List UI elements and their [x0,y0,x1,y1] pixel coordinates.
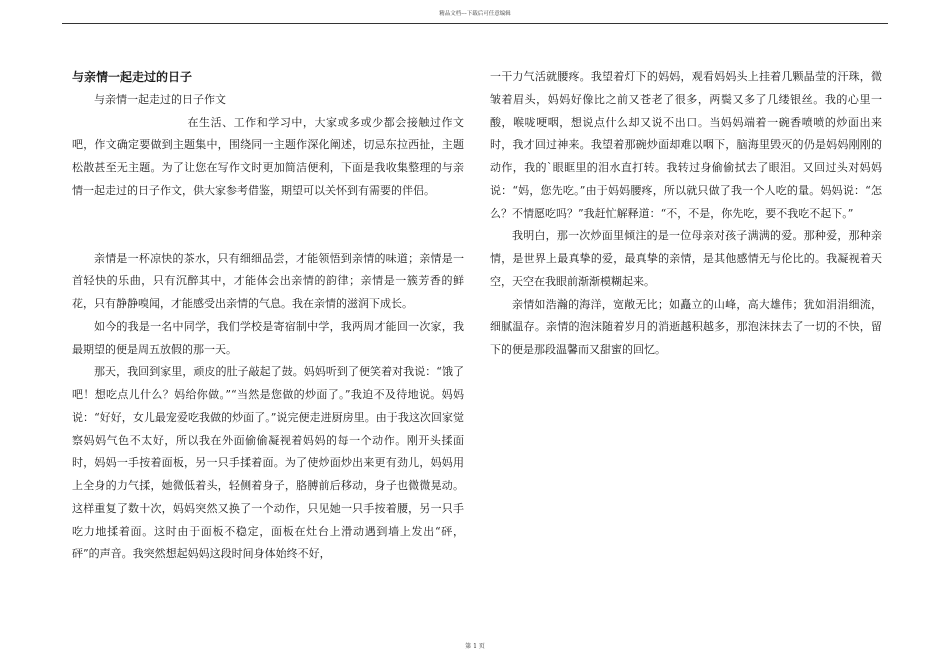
right-column [490,66,882,362]
paragraph-1: 亲情是一杯凉快的茶水，只有细细品尝，才能领悟到亲情的味道；亲情是一首轻快的乐曲，只有沉醉其中，才能体会出亲情的韵律；亲情是一簇芳香的鲜花，只有静静嗅闻，才能感受出亲情的气息。我在亲情的滋润下成长。 [72,251,464,310]
article-subtitle: 与亲情一起走过的日子作文 [94,92,226,106]
paragraph-5: 亲情如浩瀚的海洋，宽敞无比；如矗立的山峰，高大雄伟；犹如涓涓细流，细腻温存。亲情的泡沫随着岁月的消逝越积越多，那泡沫抹去了一切的不快，留下的便是那段温馨而又甜蜜的回忆。 [490,297,882,356]
header-rule [62,23,888,24]
left-column [72,66,464,566]
page-footer: 第 1 页 [465,643,485,650]
paragraph-3-continued: 一干力气活就腰疼。我望着灯下的妈妈，观看妈妈头上挂着几颗晶莹的汗珠，微皱着眉头，妈妈好像比之前又苍老了很多，两鬓又多了几缕银丝。我的心里一酸，喉咙哽咽，想说点什么却又说不出口。当妈妈端着一碗香喷喷的炒面出来时，我才回过神来。我望着那碗炒面却难以咽下，脑海里毁灭的仍是妈妈刚刚的动作，我的`眼眶里的泪水直打转。我转过身偷偷拭去了眼泪。又回过头对妈妈说：“妈，您先吃。”由于妈妈腰疼，所以就只做了我一个人吃的量。妈妈说：“怎么？不情愿吃吗？”我赶忙解释道：“不，不是，你先吃，要不我吃不起下。” [490,70,882,220]
paragraph-4: 我明白，那一次炒面里倾注的是一位母亲对孩子满满的爱。那种爱，那种亲情，是世界上最真挚的爱，最真挚的亲情，是其他感情无与伦比的。我凝视着天空，天空在我眼前渐渐模糊起来。 [490,229,882,288]
intro-paragraph: 在生活、工作和学习中，大家或多或少都会接触过作文吧，作文确定要做到主题集中，围绕同一主题作深化阐述，切忌东拉西扯，主题松散甚至无主题。为了让您在写作文时更加简洁便利，下面是我收集整理的与亲情一起走过的日子作文，供大家参考借鉴，期望可以关怀到有需要的伴侣。 [72,115,464,197]
page-header: 精品文档---下载后可任意编辑 [439,11,511,17]
paragraph-3-start: 那天，我回到家里，顽皮的肚子敲起了鼓。妈妈听到了便笑着对我说：“饿了吧！想吃点儿什么？妈给你做。”“当然是您做的炒面了。”我迫不及待地说。妈妈说：“好好，女儿最宠爱吃我做的炒面了。”说完便走进厨房里。由于我这次回家觉察妈妈气色不太好，所以我在外面偷偷凝视着妈妈的每一个动作。刚开头揉面时，妈妈一手按着面板，另一只手揉着面。为了使炒面炒出来更有劲儿，妈妈用上全身的力气揉，她微低着头，轻侧着身子，胳膊前后移动，身子也微微晃动。这样重复了数十次，妈妈突然又换了一个动作，只见她一只手按着腰，另一只手吃力地揉着面。这时由于面板不稳定，面板在灶台上滑动遇到墙上发出“砰，砰”的声音。我突然想起妈妈这段时间身体始终不好， [72,365,464,561]
paragraph-2: 如今的我是一名中同学，我们学校是寄宿制中学，我两周才能回一次家，我最期望的便是周五放假的那一天。 [72,319,464,356]
article-title: 与亲情一起走过的日子 [72,70,193,84]
paragraph-gap [72,203,464,248]
